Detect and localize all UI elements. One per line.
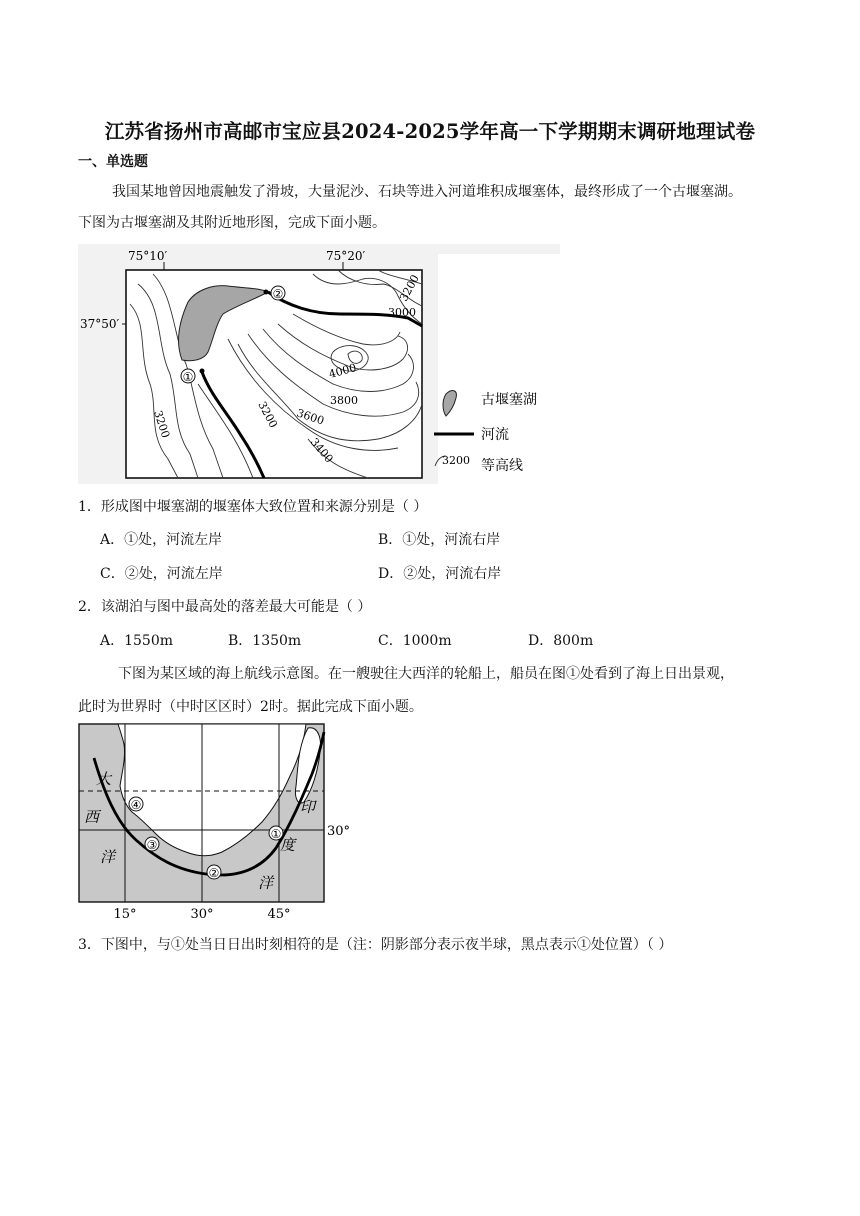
q1-stem: 1．形成图中堰塞湖的堰塞体大致位置和来源分别是（ ） (78, 499, 428, 515)
lat-30-label: 30° (327, 824, 351, 839)
indian-label-2: 度 (280, 836, 296, 854)
point-1-label: ① (182, 370, 194, 384)
lon-30-label: 30° (190, 907, 214, 922)
page-title: 江苏省扬州市高邮市宝应县2024-2025学年高一下学期期末调研地理试卷 (104, 120, 756, 143)
intro1-line2: 下图为古堰塞湖及其附近地形图，完成下面小题。 (78, 215, 386, 231)
point-2-label: ② (272, 287, 284, 301)
q1-option-a[interactable]: A．①处，河流左岸 (100, 532, 223, 548)
intro1-line1: 我国某地曾因地震触发了滑坡，大量泥沙、石块等进入河道堆积成堰塞体，最终形成了一个古堰塞湖。 (112, 184, 742, 200)
contour-label: 3800 (330, 394, 358, 407)
lon-45-label: 45° (267, 907, 291, 922)
atlantic-label-3: 洋 (100, 848, 116, 866)
q2-option-a[interactable]: A．1550m (100, 633, 174, 649)
legend-contour-label: 等高线 (481, 458, 523, 474)
lat-label: 37°50′ (80, 317, 120, 331)
contour-label: 3200 (255, 399, 280, 431)
route-point-4: ④ (130, 798, 142, 812)
route-point-2: ② (208, 866, 220, 880)
q1-option-b[interactable]: B．①处，河流右岸 (378, 532, 501, 548)
contour-label: 3200 (397, 272, 422, 304)
lon-left-label: 75°10′ (128, 249, 168, 263)
barrier-lake-map (78, 244, 560, 484)
intro2-line1: 下图为某区域的海上航线示意图。在一艘驶往大西洋的轮船上，船员在图①处看到了海上日出景观， (118, 666, 734, 682)
route-point-3: ③ (146, 838, 158, 852)
contour-label: 3400 (307, 435, 336, 466)
contour-label: 3200 (151, 408, 173, 440)
q1-option-c[interactable]: C．②处，河流左岸 (100, 566, 223, 582)
q2-stem: 2．该湖泊与图中最高处的落差最大可能是（ ） (78, 599, 372, 615)
contour-label: 4000 (327, 361, 358, 381)
lon-15-label: 15° (113, 907, 137, 922)
contour-label: 3000 (388, 306, 416, 319)
atlantic-label-2: 西 (84, 808, 100, 826)
q2-option-b[interactable]: B．1350m (228, 633, 302, 649)
legend-lake-label: 古堰塞湖 (481, 392, 537, 408)
intro2-line2: 此时为世界时（中时区区时）2时。据此完成下面小题。 (78, 699, 423, 715)
atlantic-label-1: 大 (96, 770, 112, 788)
shipping-route-map (76, 722, 366, 922)
q2-option-d[interactable]: D．800m (528, 633, 594, 649)
indian-label-3: 洋 (258, 874, 274, 892)
route-point-1: ① (270, 827, 282, 841)
q3-stem: 3．下图中，与①处当日日出时刻相符的是（注：阴影部分表示夜半球，黑点表示①处位置）（ ） (78, 937, 673, 953)
q2-option-c[interactable]: C．1000m (378, 633, 452, 649)
legend-river-label: 河流 (481, 427, 509, 443)
legend-contour-sample: 3200 (442, 454, 470, 467)
indian-label-1: 印 (300, 798, 316, 816)
section-heading: 一、单选题 (78, 154, 148, 170)
lon-right-label: 75°20′ (326, 249, 366, 263)
q1-option-d[interactable]: D．②处，河流右岸 (378, 566, 502, 582)
contour-label: 3600 (295, 406, 326, 428)
